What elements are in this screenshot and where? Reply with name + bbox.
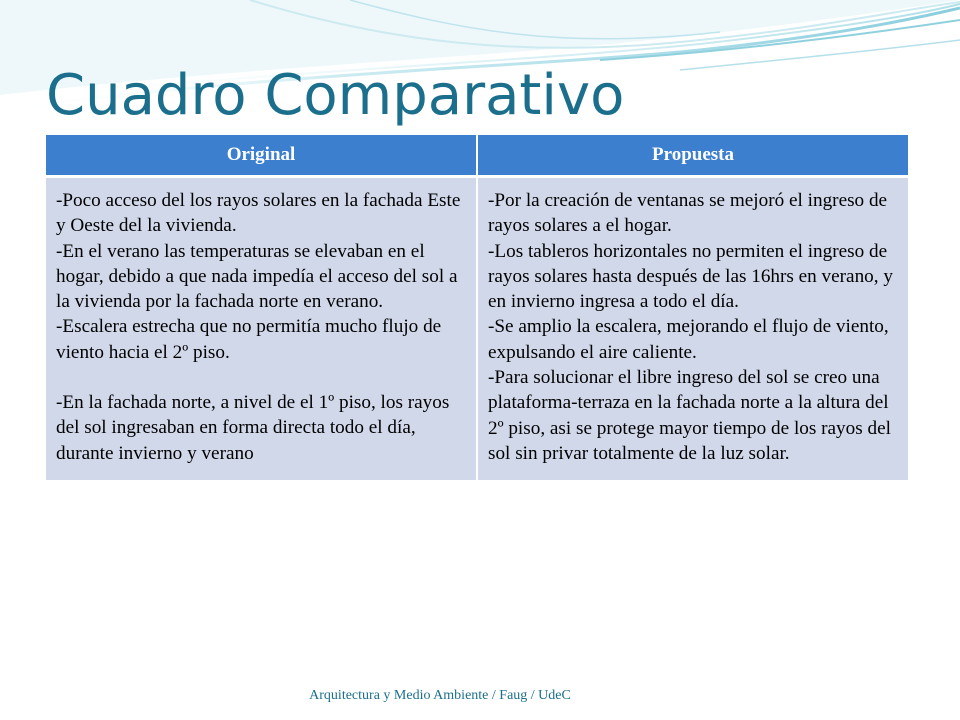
original-item: -Poco acceso del los rayos solares en la fachada Este y Oeste del la vivienda. [56, 190, 461, 237]
column-header-original: Original [46, 135, 477, 177]
slide-title: Cuadro Comparativo [46, 63, 625, 128]
original-item: -En el verano las temperaturas se elevaban en el hogar, debido a que nada impedía el acceso del sol a la vivienda por la fachada norte en verano. [56, 240, 458, 313]
propuesta-item: -Por la creación de ventanas se mejoró el ingreso de rayos solares a el hogar. [488, 190, 888, 237]
column-header-propuesta: Propuesta [477, 135, 908, 177]
propuesta-item: -Para solucionar el libre ingreso del sol se creo una plataforma-terraza en la fachada norte a la altura del 2º piso, asi se protege mayor tiempo de los rayos del sol sin privar totalmente de la luz solar. [488, 367, 891, 464]
original-cell [46, 177, 477, 481]
propuesta-cell [477, 177, 908, 481]
slide-footer: Arquitectura y Medio Ambiente / Faug / UdeC [309, 688, 571, 703]
table-row [46, 177, 908, 481]
table-header-row [46, 135, 908, 177]
propuesta-item: -Los tableros horizontales no permiten el ingreso de rayos solares hasta después de las 16hrs en verano, y en invierno ingresa a todo el día. [488, 240, 893, 313]
original-item: -En la fachada norte, a nivel de el 1º piso, los rayos del sol ingresaban en forma directa todo el día, durante invierno y verano [56, 392, 450, 464]
original-item: -Escalera estrecha que no permitía mucho flujo de viento hacia el 2º piso. [56, 316, 442, 363]
comparison-table [46, 135, 908, 480]
propuesta-item: -Se amplio la escalera, mejorando el flujo de viento, expulsando el aire caliente. [488, 316, 889, 363]
